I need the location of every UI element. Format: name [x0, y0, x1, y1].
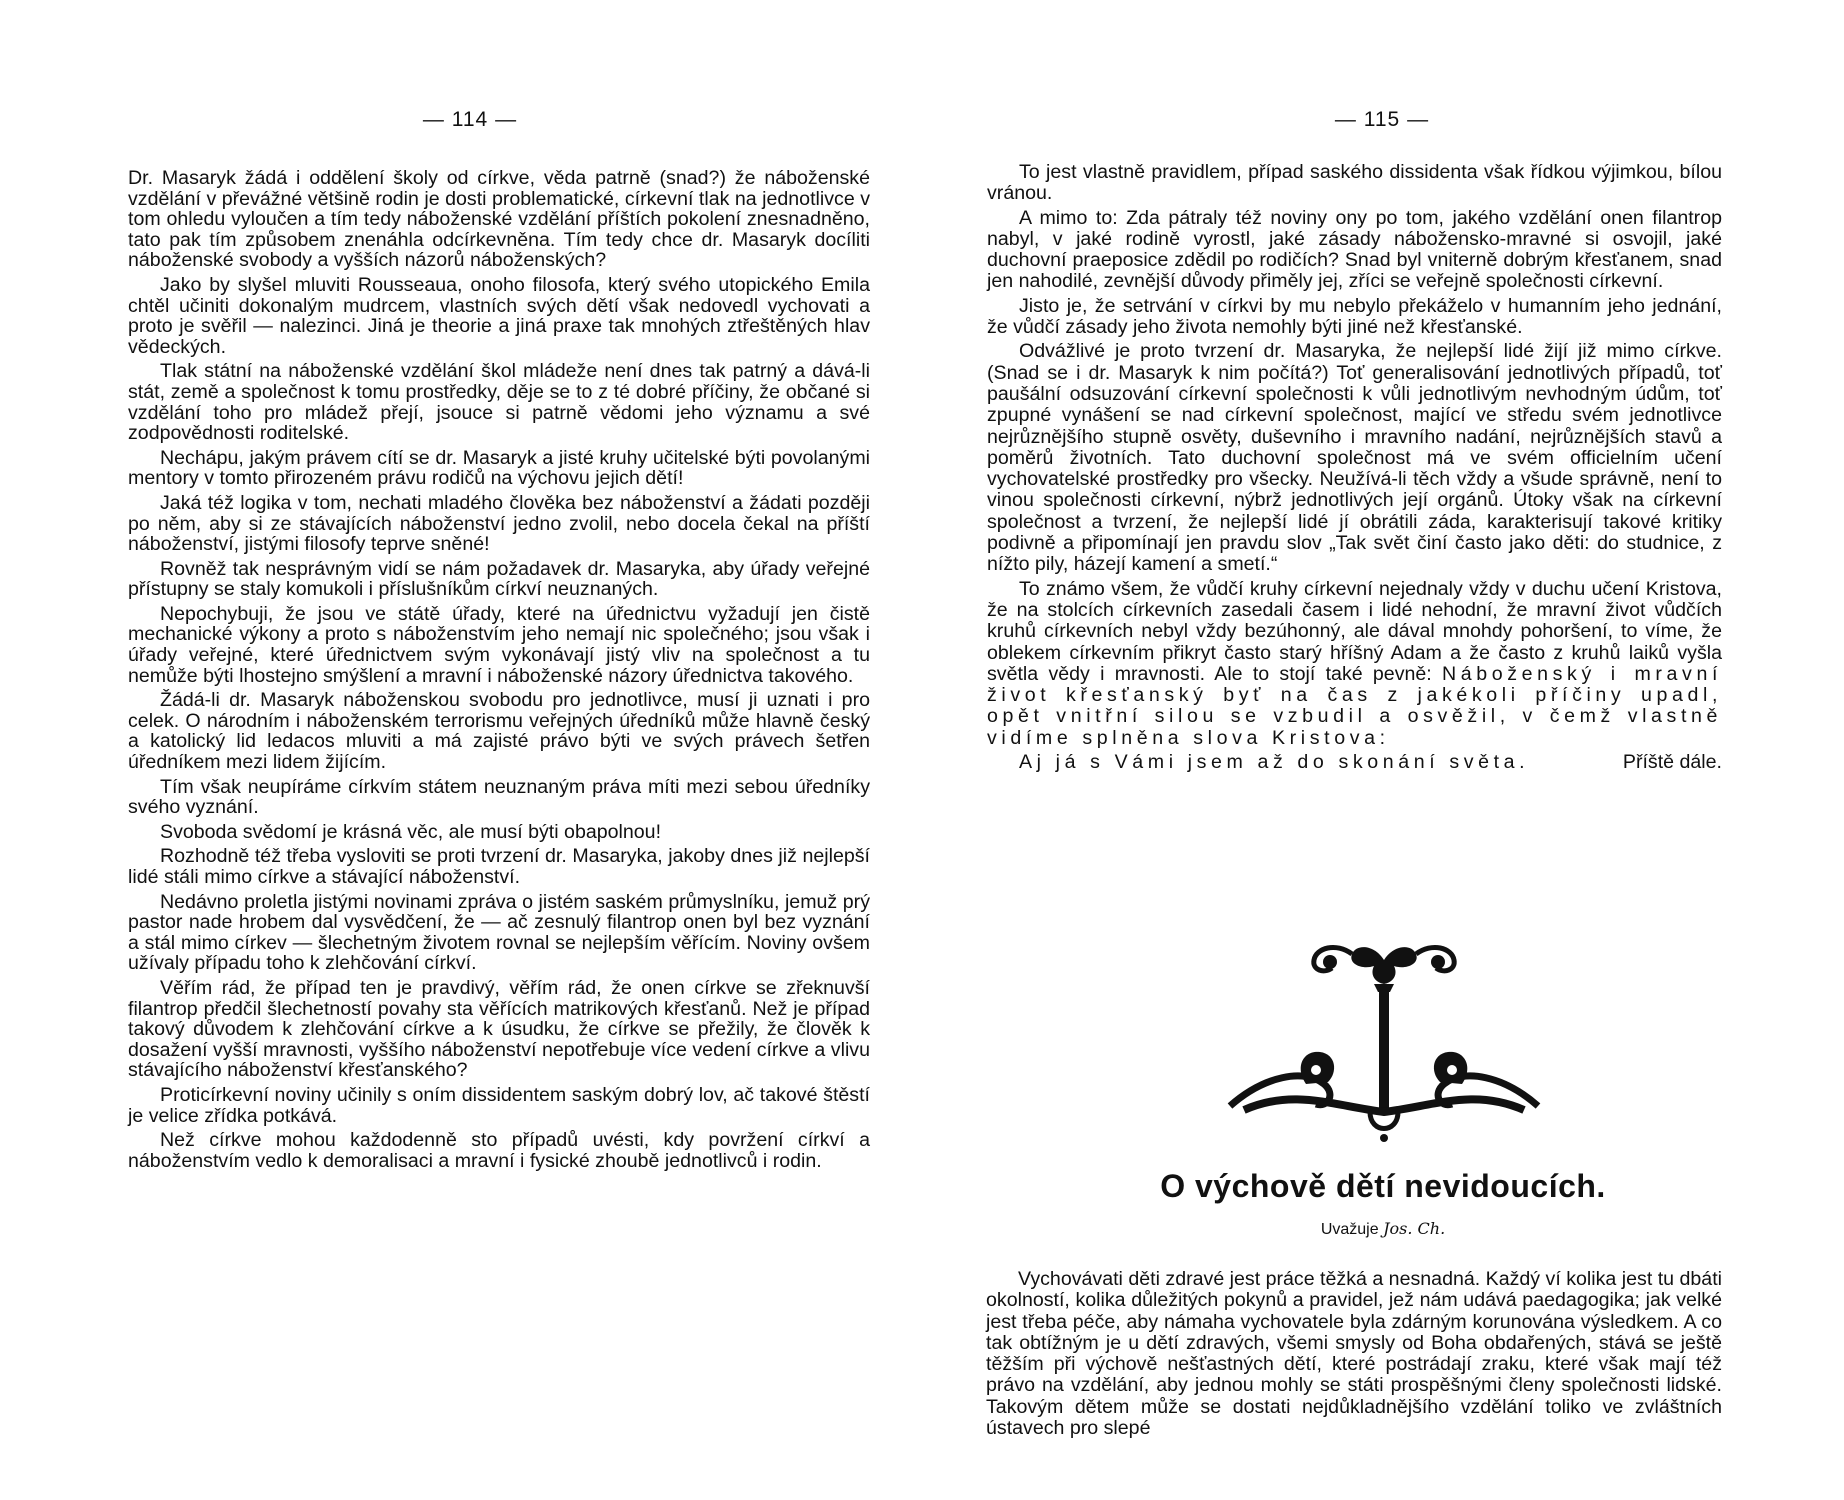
spaced-quote: Aj já s Vámi jsem až do skonání světa. — [1019, 751, 1530, 774]
paragraph: Nedávno proletla jistými novinami zpráva o jistém saském průmyslníku, jemuž prý pastor nade hrobem dal vysvědčení, že — ač zesnulý filantrop onen byl bez vyznání a stál mimo církev — šlechetným životem rovnal se nejlepším věřícím. Noviny ovšem užívaly případu toho k zlehčování církví. — [128, 890, 870, 975]
paragraph: To jest vlastně pravidlem, případ saského dissidenta však řídkou výjimkou, bílou vránou. — [987, 161, 1722, 205]
continued-note: Příště dále. — [1622, 751, 1722, 774]
paragraph: Nepochybuji, že jsou ve státě úřady, které na úřednictvu vyžadují jen čistě mechanické výkony a proto s náboženstvím jeho nemají nic společného; jsou však i úřady veřejné, které úřednictvem svým vykonávají jistý vliv na společnost a tu nemůže býti lhostejno smýšlení a mravní i náboženské názory úřednictva takového. — [128, 602, 870, 687]
paragraph: Odvážlivé je proto tvrzení dr. Masaryka, že nejlepší lidé žijí již mimo církve. (Snad se i dr. Masaryk k nim počítá?) Toť generalisování jednotlivých případů, toť paušální odsuzování církevní společnosti k vůli jednotlivým nevhodným údům, toť zpupné vynášení se nad církevní společnost, mající ve středu svém jednotlivce nejrůznějšího stupně osvěty, duševního i mravního nadání, nejrůznějších stavů a poměrů životních. Tato duchovní společnost má ve svém officielním učení vychovatelské prostředky pro všecky. Neužívá-li těch vždy a všude správně, není to vinou společnosti církevní, nýbrž jednotlivých její orgánů. Útoky však na církevní společnost a tvrzení, že nejlepší lidé jí obrátili záda, karakterisují takové kritiky podivně a připomínají jen pravdu slov „Tak svět činí často jako děti: do studnice, z nížto pily, házejí kamení a smetí.“ — [987, 340, 1722, 576]
spaced-statement: Náboženský i mravní život křesťanský byť na čas z jakékoli příčiny upadl, opět vnitřní silou se vzbudil a osvěžil, v čemž vlastně vidíme splněna slova Kristova: — [987, 662, 1722, 749]
right-text-column — [987, 162, 1722, 776]
final-paragraph — [987, 579, 1722, 749]
byline-prefix: Uvažuje — [1320, 1221, 1379, 1238]
paragraph: Než církve mohou každodenně sto případů uvésti, kdy povržení církví a náboženstvím vedlo k demoralisaci a mravní i fysické zhoubě jednotlivců i rodin. — [128, 1129, 870, 1172]
paragraph: Jaká též logika v tom, nechati mladého člověka bez náboženství a žádati později po něm, aby si ze stávajících náboženství jedno zvolil, nebo docela čekal na příští náboženství, jistými filosofy teprve sněné! — [128, 491, 870, 556]
floral-ornament-icon — [1224, 938, 1544, 1143]
left-text-column — [128, 168, 870, 1175]
paragraph: Věřím rád, že případ ten je pravdivý, věřím rád, že onen církve se zřeknuvší filantrop předčil šlechetností povahy sta věřících matrikových křesťanů. Než je případ takový důvodem k zlehčování církve a k úsudku, že církve se přežily, že člověk k dosažení vyšší mravnosti, vyššího náboženství nepotřebuje více vedení církve a vlivu stávajícího náboženství křesťanského? — [128, 976, 870, 1082]
paragraph: Vychovávati děti zdravé jest práce těžká a nesnadná. Každý ví kolika jest tu dbáti okolností, kolika důležitých pokynů a pravidel, jež nám udává paedagogika; jak velké jest třeba péče, aby námaha vychovatele byla zdárným korunována výsledkem. A co tak obtížným je u dětí zdravých, všemi smysly od Boha obdařených, stává se ještě těžším při výchově nešťastných dětí, které postrádají zraku, které však mají též právo na vzdělání, aby jednou mohly se státi prospěšnými členy společnosti lidské. Takovým dětem může se dostati nejdůkladnějšího vzdělání toliko ve zvláštních ústavech pro slepé — [986, 1268, 1722, 1440]
paragraph: Jako by slyšel mluviti Rousseaua, onoho filosofa, který svého utopického Emila chtěl učiniti dokonalým mudrcem, vlastních svých dětí však nedovedl vychovati a proto je svěřil — nalezinci. Jiná je theorie a jiná praxe tak mnohých ztřeštěných hlav vědeckých. — [128, 273, 870, 358]
paragraph: Jisto je, že setrvání v církvi by mu nebylo překáželo v humanním jeho jednání, že vůdčí zásady jeho života nemohly býti jiné než křesťanské. — [987, 294, 1722, 339]
paragraph: Proticírkevní noviny učinily s oním dissidentem saským dobrý lov, ač takové štěstí je velice zřídka potkává. — [128, 1083, 870, 1127]
paragraph: A mimo to: Zda pátraly též noviny ony po tom, jakého vzdělání onen filantrop nabyl, v jaké rodině vyrostl, jaké zásady nábožensko-mravné si osvojil, jaké duchovní praeposice zdědil po rodičích? Snad byl vniterně dobrým křesťanem, snad jen nahodilé, zevnější důvody přiměly jej, zříci se veřejně společnosti církevní. — [987, 206, 1722, 293]
right-page — [922, 0, 1844, 1500]
paragraph: Tím však neupíráme církvím státem neuznaným práva míti mezi sebou úředníky svého vyznání. — [128, 775, 870, 819]
final-paragraph-intro: To známo všem, že vůdčí kruhy církevní nejednaly vždy v duchu učení Kristova, že na stolcích církevních zasedali časem i lidé nehodní, že mravní život vůdčích kruhů církevních nebyl vždy bezúhonný, ale dával mnohdy pohoršení, to víme, že oblekem církevním přikryt často starý hříšný Adam a že často z kruhů laiků vyšla světla vědy i mravnosti. Ale to stojí také pevně: — [987, 577, 1722, 685]
article-text-column — [986, 1269, 1722, 1439]
paragraph: Nechápu, jakým právem cítí se dr. Masaryk a jisté kruhy učitelské býti povolanými mentory v tomto přirozeném právu rodičů na výchovu jejich dětí! — [128, 446, 870, 490]
closing-line — [987, 752, 1722, 773]
paragraph: Žádá-li dr. Masaryk náboženskou svobodu pro jednotlivce, musí ji uznati i pro celek. O národním i náboženském terrorismu veřejných úředníků může hlavně český a katolický lid ledacos mluviti a má zajisté právo býti ve svých právech šetřen úředníkem mezi lidem žijícím. — [128, 689, 870, 774]
paragraph: Rozhodně též třeba vysloviti se proti tvrzení dr. Masaryka, jakoby dnes již nejlepší lidé stáli mimo církve a stávající náboženství. — [128, 845, 870, 888]
paragraph: Tlak státní na náboženské vzdělání škol mládeže není dnes tak patrný a dává-li stát, země a společnost k tomu prostředky, děje se to z té dobré příčiny, že občané si vzdělání toho pro mládež přejí, jsouce si patrně vědomi jeho významu a své zodpovědnosti roditelské. — [128, 360, 870, 445]
page-number: — 114 — — [422, 108, 518, 131]
byline-author: Jos. Ch. — [1383, 1219, 1446, 1238]
paragraph: Svoboda svědomí je krásná věc, ale musí býti obapolnou! — [160, 820, 662, 843]
article-title: O výchově dětí nevidoucích. — [1160, 1168, 1606, 1204]
paragraph: Dr. Masaryk žádá i oddělení školy od církve, věda patrně (snad?) že náboženské vzdělání v převážné většině rodin je dosti problematické, církevní tlak na jednotlivce v tom ohledu vyloučen a tím tedy náboženské vzdělání příštích pokolení znesnadněno, tato pak tím způsobem znenáhla odcírkevněna. Tím tedy chce dr. Masaryk docíliti náboženské svobody a vyšších názorů náboženských? — [128, 167, 870, 272]
paragraph: Rovněž tak nesprávným vidí se nám požadavek dr. Masaryka, aby úřady veřejné přístupny se staly komukoli i příslušníkům církví neuznaných. — [128, 557, 870, 601]
page-number: — 115 — — [1334, 108, 1430, 131]
article-byline — [922, 1219, 1844, 1239]
